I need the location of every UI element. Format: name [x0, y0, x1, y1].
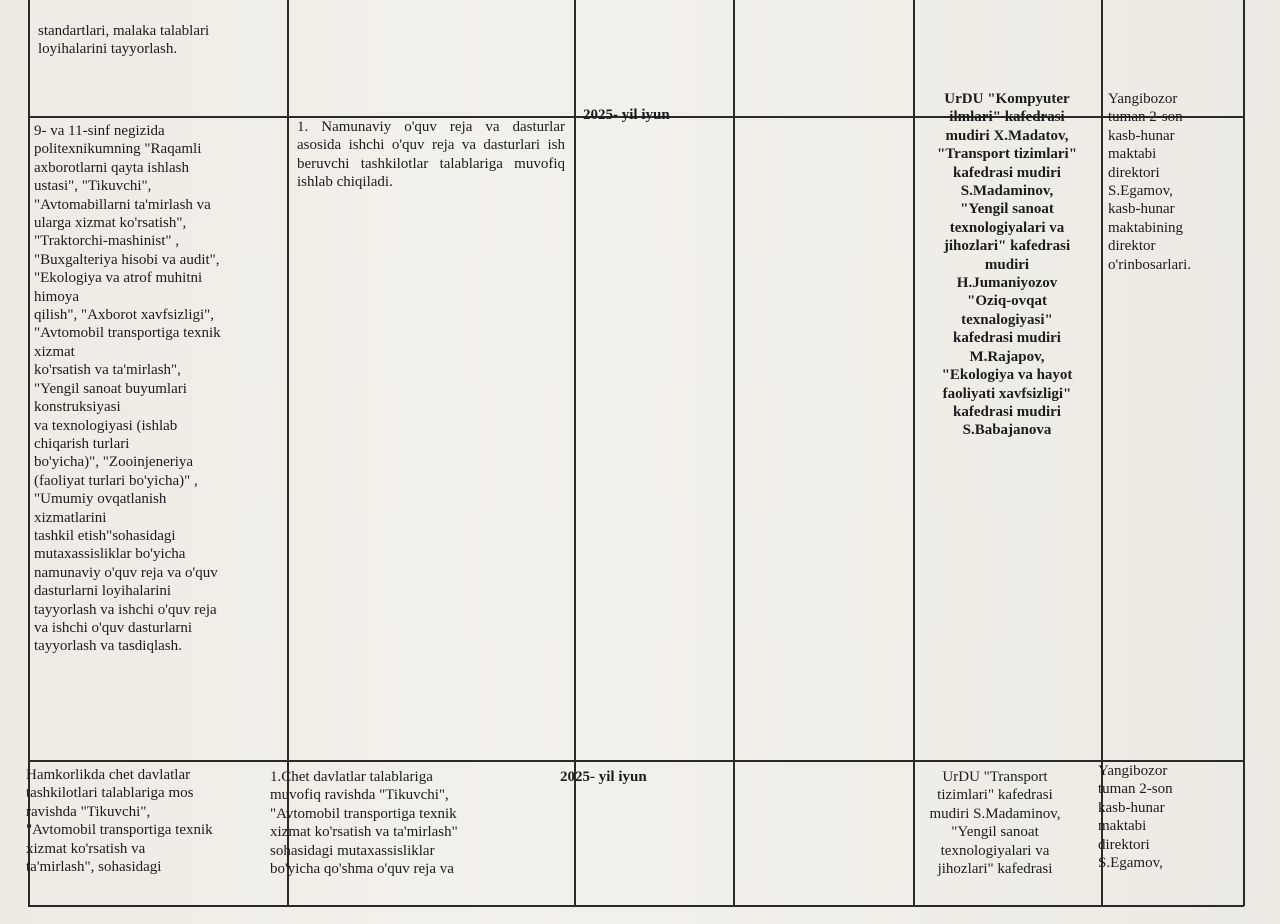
table-border-bottom: [28, 905, 1244, 907]
row2-deadline-cell: 2025- yil iyun: [583, 107, 670, 123]
row3-task-cell: Hamkorlikda chet davlatlar tashkilotlari talablariga mos ravishda "Tikuvchi", "Avtomobil transportiga texnik xizmat ko'rsatish va ta'mirlash", sohasidagi: [26, 767, 213, 876]
row1-task-cell: standartlari, malaka talablari loyihalarini tayyorlash.: [38, 23, 210, 58]
row2-responsible-cell: UrDU "Kompyuter ilmlari" kafedrasi mudiri X.Madatov, "Transport tizimlari" kafedrasi mudiri S.Madaminov, "Yengil sanoat texnologiyalari va jihozlari" kafedrasi mudiri H.Jumaniyozov "Oziq-ovqat texnalogiyasi" kafedrasi mudiri M.Rajapov, "Ekologiya va hayot faoliyati xavfsizligi" kafedrasi mudiri S.Babajanova: [936, 91, 1078, 439]
row3-action-cell: 1.Chet davlatlar talablariga muvofiq ravishda "Tikuvchi", "Avtomobil transportiga texnik xizmat ko'rsatish va ta'mirlash" sohasidagi mutaxassisliklar bo'yicha qo'shma o'quv reja va: [270, 769, 458, 878]
row-divider-2: [28, 760, 1244, 762]
table-border-right: [1243, 0, 1245, 906]
row2-partner-cell: Yangibozor tuman 2-son kasb-hunar maktabi direktori S.Egamov, kasb-hunar maktabining direktor o'rinbosarlari.: [1108, 91, 1192, 273]
row3-partner-cell: Yangibozor tuman 2-son kasb-hunar maktabi direktori S.Egamov,: [1098, 763, 1173, 872]
row3-responsible-cell: UrDU "Transport tizimlari" kafedrasi mudiri S.Madaminov, "Yengil sanoat texnologiyalari va jihozlari" kafedrasi: [929, 769, 1061, 878]
row2-task-cell: 9- va 11-sinf negizida politexnikumning "Raqamli axborotlarni qayta ishlash ustasi", "Tikuvchi", "Avtomabillarni ta'mirlash va ularga xizmat ko'rsatish", "Traktorchi-mashinist" , "Buxgalteriya hisobi va audit", "Ekologiya va atrof muhitni himoya qilish", "Axborot xavfsizligi", "Avtomobil transportiga texnik xizmat ko'rsatish va ta'mirlash", "Yengil sanoat buyumlari konstruksiyasi va texnologiyasi (ishlab chiqarish turlari bo'yicha)", "Zooinjeneriya (faoliyat turlari bo'yicha)" , "Umumiy ovqatlanish xizmatlarini tashkil etish"sohasidagi mutaxassisliklar bo'yicha namunaviy o'quv reja va o'quv dasturlarni loyihalarini tayyorlash va ishchi o'quv reja va ishchi o'quv dasturlarni tayyorlash va tasdiqlash.: [34, 123, 221, 655]
column-divider-3: [733, 0, 735, 906]
row3-deadline-cell: 2025- yil iyun: [560, 769, 647, 785]
row2-action-cell: 1. Namunaviy o'quv reja va dasturlar asosida ishchi o'quv reja va dasturlari ish beruvchi tashkilotlar talablariga muvofiq ishlab chiqiladi.: [297, 119, 565, 191]
